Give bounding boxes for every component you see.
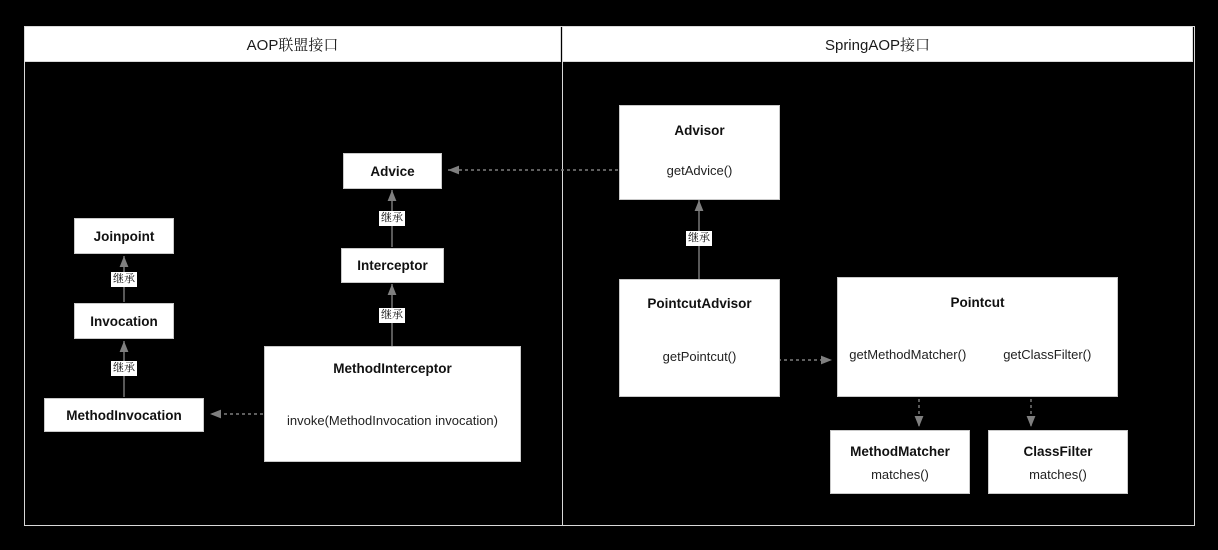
node-method-matcher-member: matches() xyxy=(871,467,929,482)
edge-label-joinpoint-invocation: 继承 xyxy=(113,273,135,285)
node-invocation[interactable] xyxy=(74,303,174,339)
node-pointcut-advisor-member: getPointcut() xyxy=(662,349,737,364)
node-advice-title: Advice xyxy=(370,163,415,179)
panel-header-aop-alliance xyxy=(24,26,561,62)
node-method-interceptor-member: invoke(MethodInvocation invocation) xyxy=(286,413,498,428)
node-advice[interactable] xyxy=(343,153,442,189)
node-pointcut-member-class-filter: getClassFilter() xyxy=(1003,347,1092,362)
edge-label-interceptor-method-interceptor: 继承 xyxy=(381,309,403,321)
panel-title-aop-alliance: AOP联盟接口 xyxy=(246,36,339,54)
node-pointcut[interactable] xyxy=(837,277,1118,397)
node-advisor-member: getAdvice() xyxy=(666,163,733,178)
node-method-matcher[interactable] xyxy=(830,430,970,494)
panel-title-spring-aop: SpringAOP接口 xyxy=(824,36,931,54)
node-class-filter-member: matches() xyxy=(1029,467,1087,482)
node-class-filter-title: ClassFilter xyxy=(1023,444,1093,459)
node-method-interceptor[interactable] xyxy=(264,346,521,462)
node-method-invocation[interactable] xyxy=(44,398,204,432)
node-pointcut-member-method-matcher: getMethodMatcher() xyxy=(849,347,967,362)
node-class-filter[interactable] xyxy=(988,430,1128,494)
node-invocation-title: Invocation xyxy=(90,313,158,329)
edge-label-advisor-pointcut-advisor: 继承 xyxy=(688,232,710,244)
node-pointcut-advisor[interactable] xyxy=(619,279,780,397)
node-method-matcher-title: MethodMatcher xyxy=(850,444,950,459)
node-method-invocation-title: MethodInvocation xyxy=(66,407,182,423)
node-pointcut-advisor-title: PointcutAdvisor xyxy=(647,296,752,311)
edge-label-advice-interceptor: 继承 xyxy=(381,212,403,224)
node-pointcut-title: Pointcut xyxy=(950,295,1005,310)
node-joinpoint[interactable] xyxy=(74,218,174,254)
panel-header-spring-aop xyxy=(562,26,1193,62)
node-interceptor-title: Interceptor xyxy=(357,258,428,273)
node-advisor[interactable] xyxy=(619,105,780,200)
node-advisor-title: Advisor xyxy=(674,123,725,138)
node-joinpoint-title: Joinpoint xyxy=(93,228,155,244)
node-interceptor[interactable] xyxy=(341,248,444,283)
node-method-interceptor-title: MethodInterceptor xyxy=(333,361,452,376)
edge-label-invocation-method-invocation: 继承 xyxy=(113,362,135,374)
